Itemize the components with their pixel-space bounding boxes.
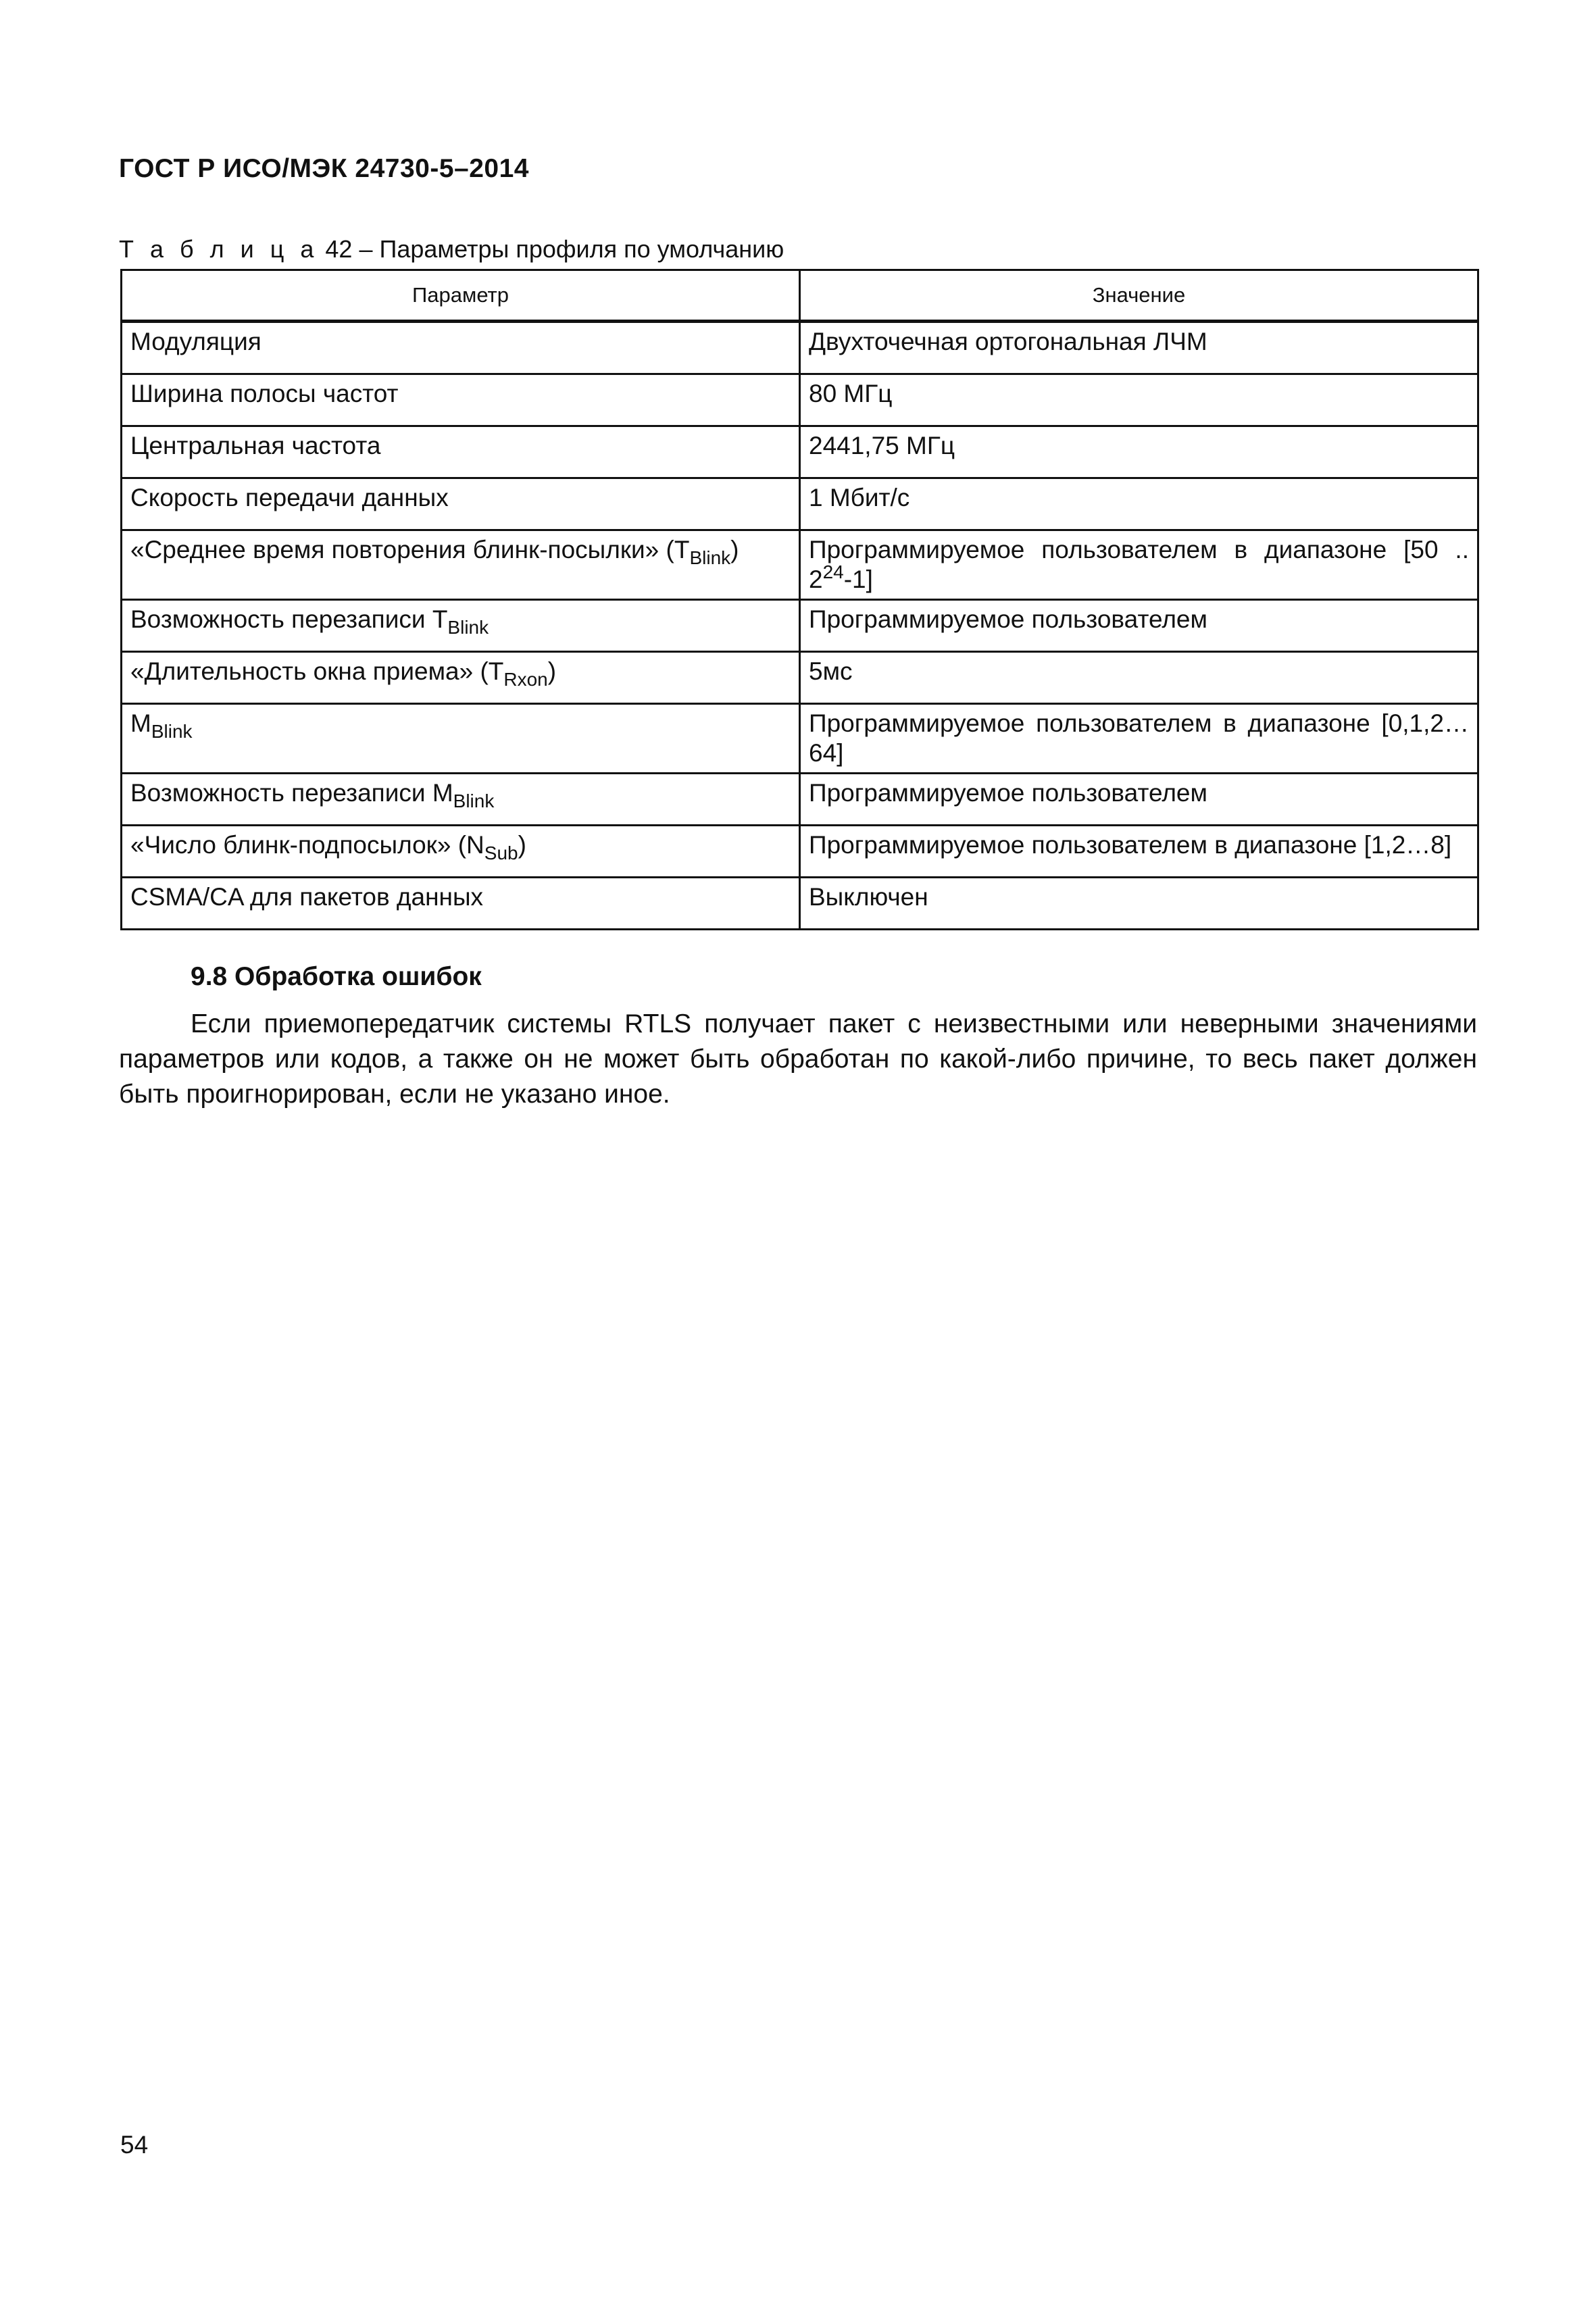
parameter-cell: [122, 826, 800, 878]
parameter-cell: [122, 774, 800, 826]
parameter-subscript: Rxon: [503, 669, 548, 690]
value-text-end: -1]: [843, 565, 873, 593]
parameter-cell: [122, 600, 800, 652]
parameter-subscript: Blink: [453, 790, 495, 811]
parameter-text: «Длительность окна приема» (T: [130, 657, 504, 685]
value-text: Программируемое пользователем в диапазоне [50 .. 2: [809, 536, 1469, 593]
parameter-subscript: Blink: [151, 721, 193, 742]
parameter-text: Возможность перезаписи T: [130, 605, 448, 633]
value-cell: Программируемое пользователем в диапазоне [1,2…8]: [800, 826, 1478, 878]
parameter-text: «Среднее время повторения блинк-посылки» (T: [130, 536, 690, 563]
table-row: [122, 426, 1478, 478]
parameter-subscript: Blink: [689, 547, 731, 568]
parameter-subscript: Blink: [447, 617, 489, 638]
parameter-cell: [122, 704, 800, 774]
column-header-parameter: Параметр: [122, 270, 800, 322]
page-number: 54: [120, 2131, 149, 2159]
parameter-cell: [122, 652, 800, 704]
value-superscript: 24: [822, 561, 844, 582]
value-cell: [800, 530, 1478, 600]
section-body-paragraph: Если приемопередатчик системы RTLS получает пакет с неизвестными или неверными значениями параметров или кодов, а также он не может быть обработан по какой-либо причине, то весь пакет должен быть проигнорирован, если не указано иное.: [119, 1009, 1477, 1109]
table-row: [122, 878, 1478, 930]
value-cell: Двухточечная ортогональная ЛЧМ: [800, 322, 1478, 374]
column-header-value: Значение: [800, 270, 1478, 322]
parameter-text: M: [130, 709, 151, 737]
table-row: [122, 704, 1478, 774]
value-cell: 1 Мбит/с: [800, 478, 1478, 530]
value-cell: 80 МГц: [800, 374, 1478, 426]
parameter-text-end: ): [730, 536, 739, 563]
table-row: [122, 652, 1478, 704]
parameters-table: [120, 269, 1479, 930]
value-cell: Программируемое пользователем: [800, 774, 1478, 826]
table-row: [122, 826, 1478, 878]
table-row: [122, 478, 1478, 530]
parameter-cell: [122, 530, 800, 600]
table-header-row: [122, 270, 1478, 322]
table-caption-prefix: Т а б л и ц а: [119, 235, 319, 263]
table-row: [122, 600, 1478, 652]
value-cell: Программируемое пользователем: [800, 600, 1478, 652]
parameter-cell: Модуляция: [122, 322, 800, 374]
table-caption: [119, 235, 784, 263]
parameter-cell: Ширина полосы частот: [122, 374, 800, 426]
table-caption-text: 42 – Параметры профиля по умолчанию: [318, 235, 784, 263]
table-row: [122, 374, 1478, 426]
value-cell: 2441,75 МГц: [800, 426, 1478, 478]
section-title: 9.8 Обработка ошибок: [191, 962, 482, 991]
parameter-cell: Центральная частота: [122, 426, 800, 478]
parameter-cell: CSMA/CA для пакетов данных: [122, 878, 800, 930]
value-cell: Программируемое пользователем в диапазоне [0,1,2…64]: [800, 704, 1478, 774]
parameter-subscript: Sub: [484, 842, 518, 863]
parameter-text-end: ): [518, 831, 526, 859]
parameter-text-end: ): [547, 657, 557, 685]
parameter-cell: Скорость передачи данных: [122, 478, 800, 530]
document-header: ГОСТ Р ИСО/МЭК 24730-5–2014: [119, 154, 529, 183]
value-cell: Выключен: [800, 878, 1478, 930]
table-row: [122, 530, 1478, 600]
parameter-text: «Число блинк-подпосылок» (N: [130, 831, 484, 859]
parameter-text: Возможность перезаписи M: [130, 779, 453, 807]
table-row: [122, 322, 1478, 374]
table-row: [122, 774, 1478, 826]
value-cell: 5мс: [800, 652, 1478, 704]
